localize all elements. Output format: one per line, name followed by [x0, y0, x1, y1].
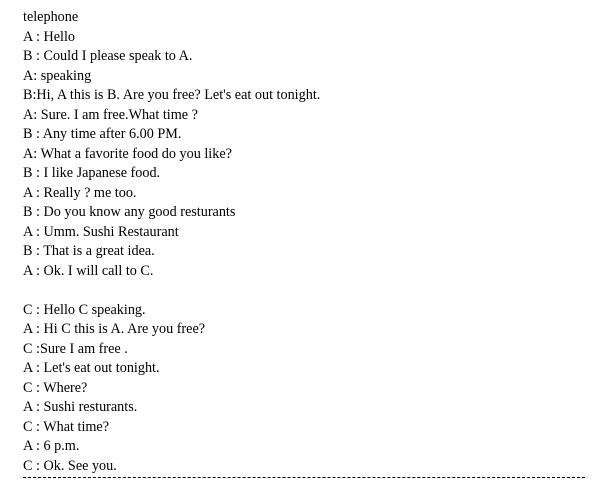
- dialogue-line: B : Any time after 6.00 PM.: [23, 126, 182, 142]
- dialogue-line: A : Hi C this is A. Are you free?: [23, 321, 206, 337]
- dialogue-line: B : That is a great idea.: [23, 243, 155, 259]
- dialogue-line: A : Let's eat out tonight.: [23, 360, 160, 376]
- dialogue-line: C : Hello C speaking.: [23, 301, 146, 318]
- blank-line: [23, 281, 593, 301]
- dialogue-line: B : Do you know any good resturants: [23, 204, 236, 220]
- dashed-separator: [23, 477, 585, 478]
- dialogue-line: C :Sure I am free .: [23, 340, 128, 357]
- dialogue-line: A: speaking: [23, 67, 92, 84]
- dialogue-line: A: What a favorite food do you like?: [23, 145, 232, 162]
- dialogue-line: A : Ok. I will call to C.: [23, 262, 154, 279]
- dialogue-line: A : 6 p.m.: [23, 438, 80, 454]
- dialogue-line: A : Hello: [23, 28, 76, 45]
- dialogue-line: A : Sushi resturants.: [23, 399, 138, 415]
- document-title: telephone: [23, 9, 79, 25]
- dialogue-line: C : Where?: [23, 379, 88, 396]
- dialogue-block-2: [23, 301, 593, 477]
- dialogue-line: B : Could I please speak to A.: [23, 48, 193, 64]
- dialogue-line: A: Sure. I am free.What time ?: [23, 106, 198, 123]
- dialogue-line: A : Umm. Sushi Restaurant: [23, 223, 179, 240]
- dialogue-line: B:Hi, A this is B. Are you free? Let's eat out tonight.: [23, 87, 321, 103]
- document-body: [23, 8, 593, 476]
- dialogue-line: A : Really ? me too.: [23, 184, 137, 201]
- dialogue-line: C : Ok. See you.: [23, 457, 117, 474]
- dialogue-line: B : I like Japanese food.: [23, 165, 161, 181]
- dialogue-block-1: [23, 28, 593, 282]
- dialogue-line: C : What time?: [23, 418, 110, 435]
